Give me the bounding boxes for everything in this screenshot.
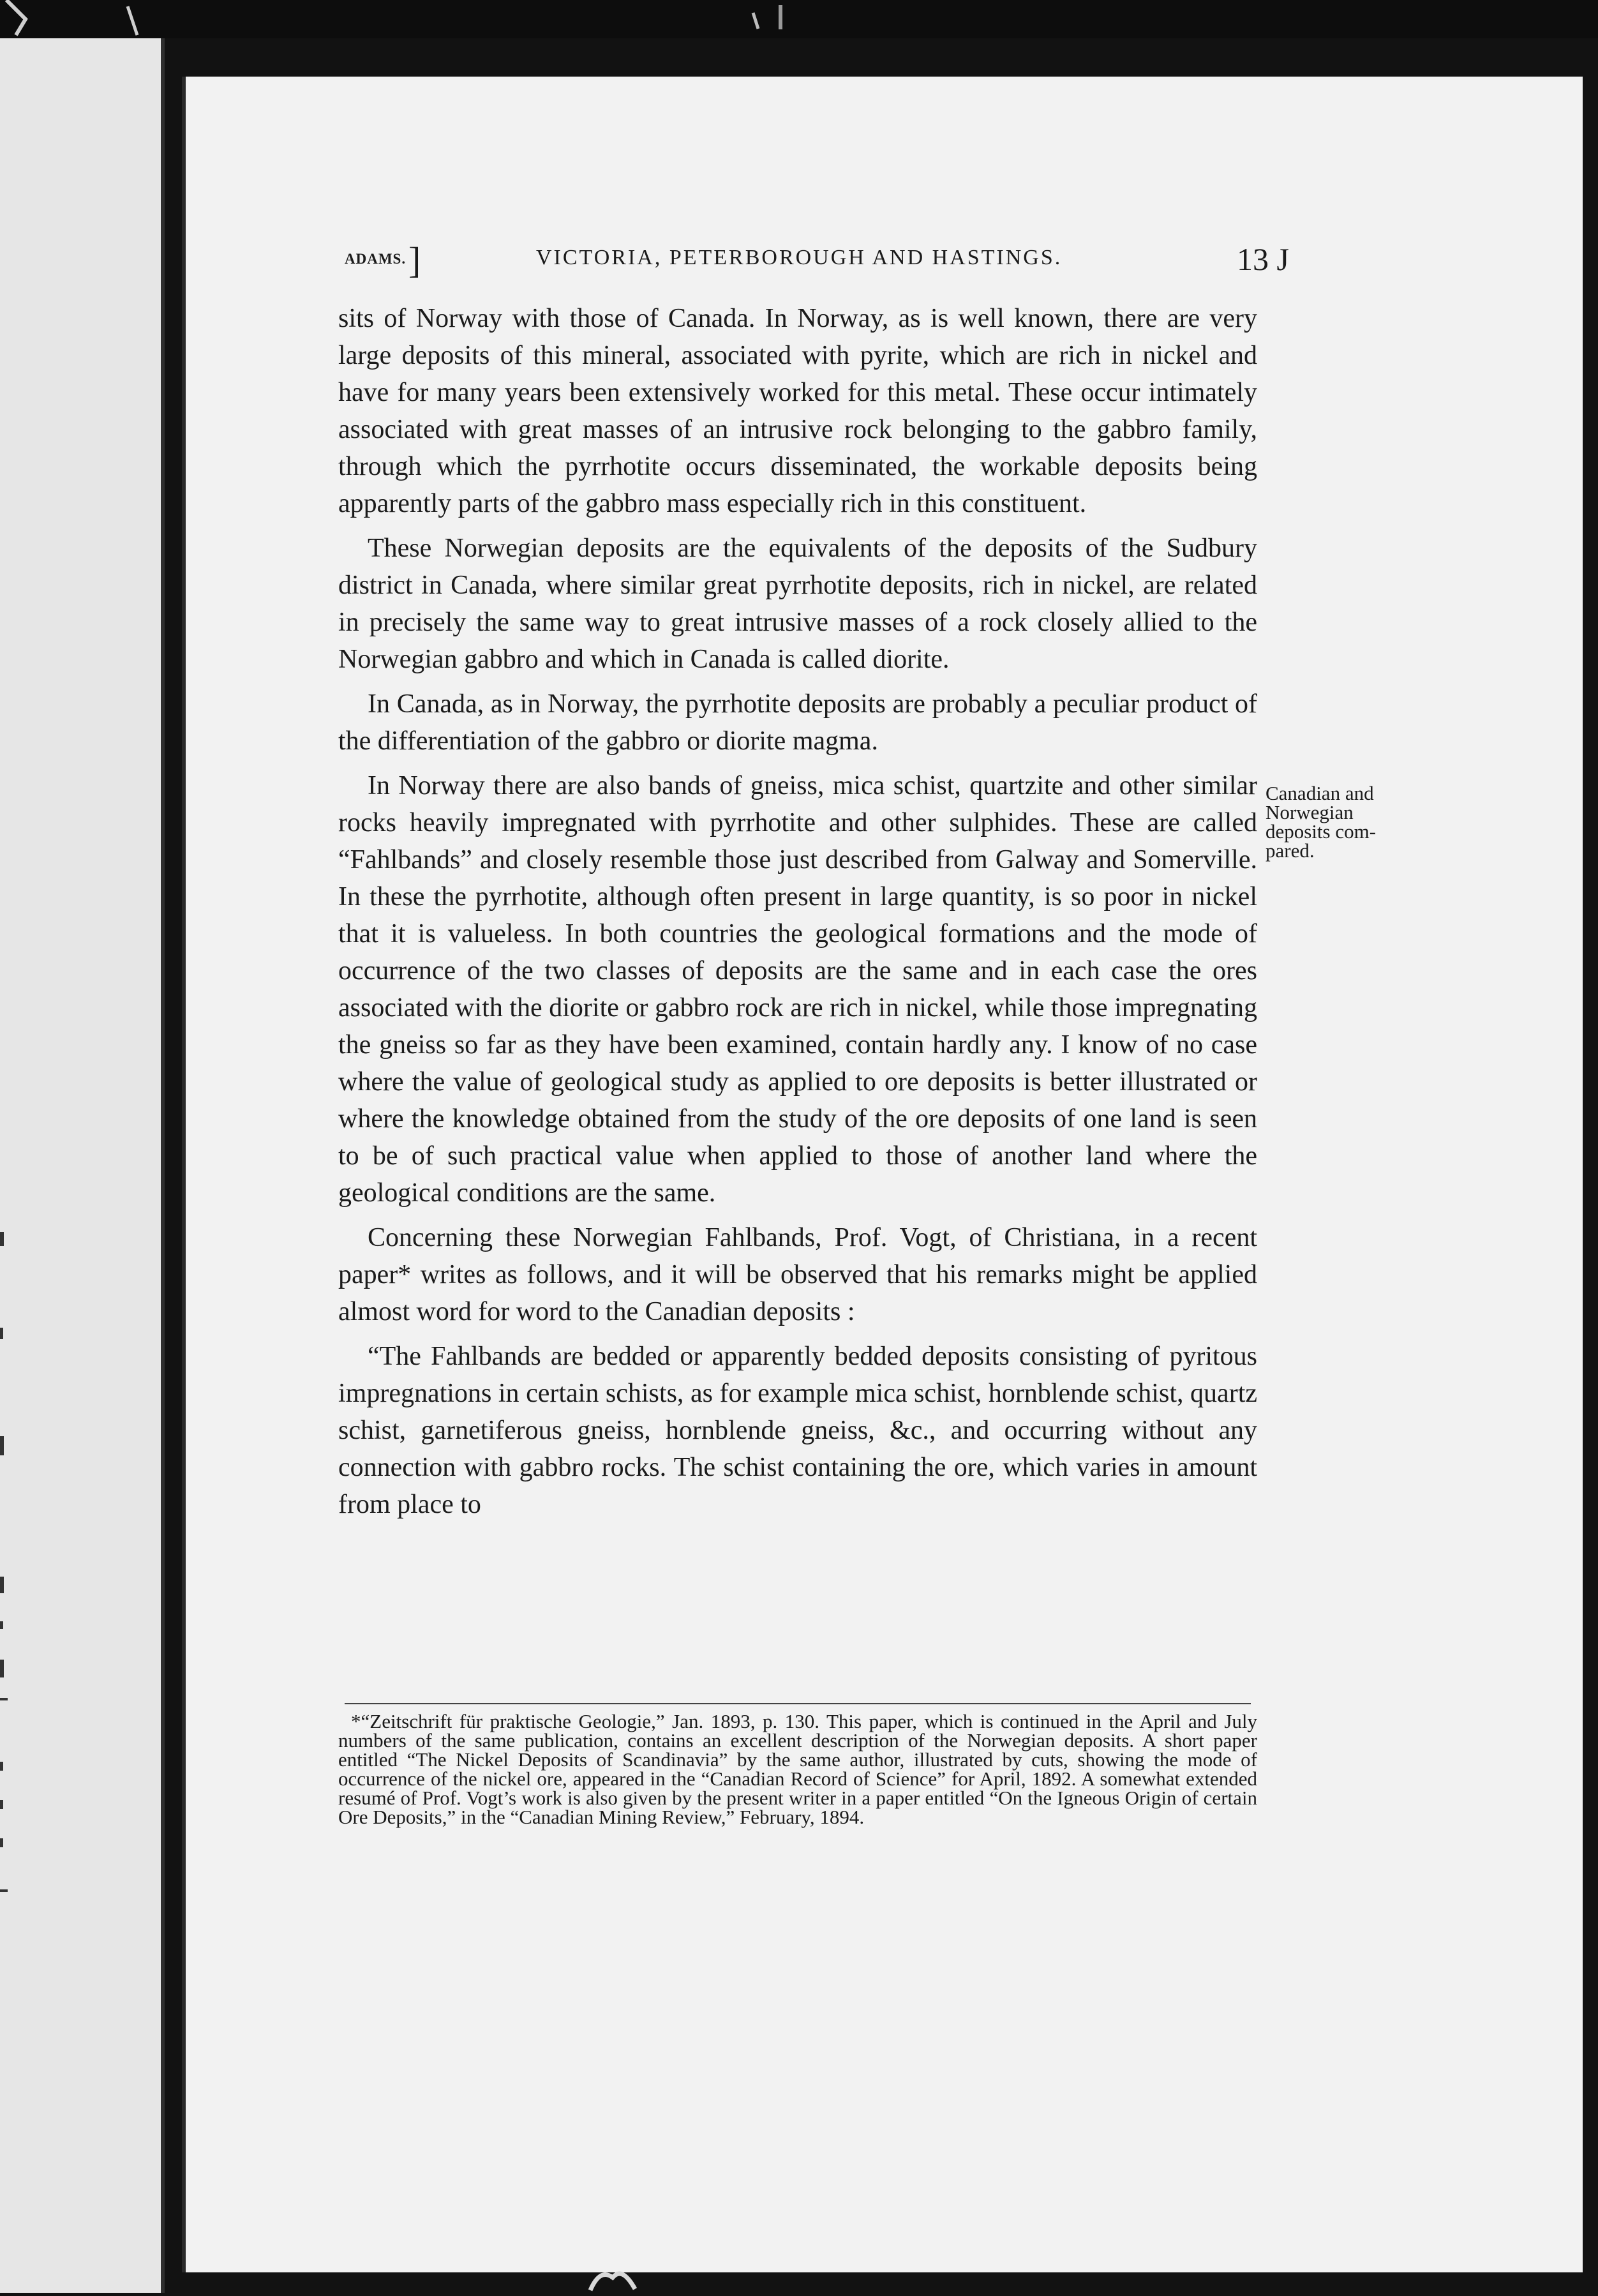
page-number: 13 J bbox=[1237, 241, 1289, 277]
paragraph: In Canada, as in Norway, the pyrrhotite deposits are probably a peculiar product of the differentiation of the gabbro or diorite magma. bbox=[338, 689, 1257, 756]
running-header bbox=[345, 239, 1289, 284]
margin-note bbox=[1266, 784, 1425, 860]
paragraph: sits of Norway with those of Canada. In Norway, as is well known, there are very large deposits of this mineral, associated with pyrite, which are rich in nickel and have for many years been extensively worked for this metal. These occur intimately associated with great masses of an intrusive rock belonging to the gabbro family, through which the pyrrhotite occurs disseminated, the workable deposits being apparently parts of the gabbro mass especially rich in this constituent. bbox=[338, 304, 1257, 518]
paragraph: These Norwegian deposits are the equivalents of the deposits of the Sudbury district in Canada, where similar great pyrrhotite deposits, rich in nickel, are related in precisely the same way to great intrusive masses of a rock closely allied to the Norwegian gabbro and which in Canada is called diorite. bbox=[338, 534, 1257, 674]
scan-bottom-mark bbox=[587, 2265, 638, 2293]
paragraph: Concerning these Norwegian Fahlbands, Prof. Vogt, of Christiana, in a recent paper* writes as follows, and it will be observed that his remarks might be applied almost word for word to the Canadian deposits : bbox=[338, 1223, 1257, 1326]
paragraph: In Norway there are also bands of gneiss, mica schist, quartzite and other similar rocks heavily impregnated with pyrrhotite and other sulphides. These are called “Fahlbands” and closely resemble those just described from Galway and Somerville. In these the pyrrhotite, although often present in large quantity, is so poor in nickel that it is valueless. In both countries the geological formations and the mode of occurrence of the two classes of deposits are the same and in each case the ores associated with the diorite or gabbro rock are rich in nickel, while those impregnating the gneiss so far as they have been examined, contain hardly any. I know of no case where the value of geological study as applied to ore deposits is better illustrated or where the knowledge obtained from the study of the ore deposits of one land is seen to be of such practical value when applied to those of another land where the geological conditions are the same. bbox=[338, 771, 1257, 1208]
margin-note-line: Canadian and bbox=[1266, 782, 1374, 804]
footnote-divider bbox=[345, 1703, 1251, 1704]
margin-note-line: deposits com- bbox=[1266, 820, 1377, 843]
body-text bbox=[338, 300, 1257, 1531]
margin-note-line: pared. bbox=[1266, 839, 1315, 862]
paragraph: “The Fahlbands are bedded or apparently bedded deposits consisting of pyritous impregnations in certain schists, as for example mica schist, hornblende schist, quartz schist, garnetiferous gneiss, hornblende gneiss, &c., and occurring without any connection with gabbro rocks. The schist containing the ore, which varies in amount from place to bbox=[338, 1342, 1257, 1519]
adjacent-page-edge bbox=[0, 38, 165, 2293]
scan-top-edge bbox=[0, 0, 1598, 38]
header-title: VICTORIA, PETERBOROUGH AND HASTINGS. bbox=[536, 246, 1063, 269]
header-bracket: ] bbox=[408, 239, 421, 281]
margin-note-line: Norwegian bbox=[1266, 801, 1354, 823]
footnote: *“Zeitschrift für praktische Geologie,” Jan. 1893, p. 130. This paper, which is continued in the April and July numbers of the same publication, contains an excellent description of the Norwegian deposits. A short paper entitled “The Nickel Deposits of Scandinavia” by the same author, illustrated by cuts, showing the mode of occurrence of the nickel ore, appeared in the “Canadian Record of Science” for April, 1892. A somewhat extended resumé of Prof. Vogt’s work is also given by the present writer in a paper entitled “On the Igneous Origin of certain Ore Deposits,” in the “Canadian Mining Review,” February, 1894. bbox=[338, 1710, 1257, 1828]
author-name: ADAMS. bbox=[345, 251, 407, 267]
